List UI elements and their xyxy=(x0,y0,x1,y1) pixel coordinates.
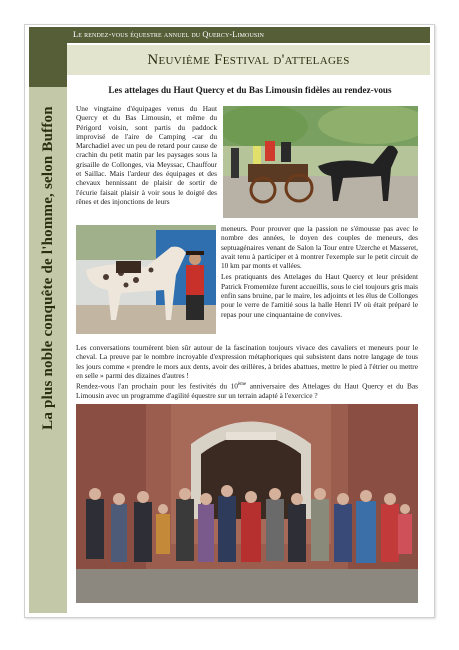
article-wide-text xyxy=(76,343,418,400)
carriage-photo xyxy=(223,106,418,218)
col2-paragraph-1: meneurs. Pour prouver que la passion ne s'émousse pas avec le nombre des années, le doyen des couples de meneurs, des septuagénaires venant de Salon la Tour entre Uzerche et Masseret, avait tenu à participer et à montrer l'exemple sur le petit circuit de 10 km par monts et vallées. xyxy=(221,224,418,271)
col2-paragraph-2: Les pratiquants des Attelages du Haut Quercy et leur président Patrick Fromentèze furent accueillis, sous le ciel toujours gris mais enfin sans bruine, par le maire, les adjoints et les élus de Collonges pour le verre de l'amitié sous la halle Henri IV où était préparé le repas pour une cinquantaine de convives. xyxy=(221,272,419,319)
sidebar-vertical-title: La plus noble conquête de l'homme, selon Buffon xyxy=(40,106,56,430)
article-headline: Les attelages du Haut Quercy et du Bas Limousin fidèles au rendez-vous xyxy=(108,85,392,95)
top-band: Le rendez-vous équestre annuel du Quercy-Limousin xyxy=(67,27,430,43)
wide-paragraph-2: Rendez-vous l'an prochain pour les festivités du 10ème anniversaire des Attelages du Haut Quercy et du Bas Limousin avec un programme d'agilité équestre sur un terrain adapté à l'exercice ? xyxy=(76,381,418,400)
article-column-1 xyxy=(76,104,217,206)
article-column-2 xyxy=(221,224,418,319)
wide-paragraph-1: Les conversations tournèrent bien sûr autour de la fascination toujours vivace des cavaliers et meneurs pour le cheval. La preuve par le nombre incroyable d'expression métaphoriques qui subsistent dans notre langage de tous les jours comme « prendre le mors aux dents, avoir des œillères, à brides abattues, mettre le pied à l'étrier ou mettre en selle » parmi des dizaines d'autres ! xyxy=(76,343,418,380)
page-title: Neuvième Festival d'attelages xyxy=(67,45,430,75)
col1-text: Une vingtaine d'équipages venus du Haut Quercy et du Bas Limousin, et même du Périgord voisin, sont partis du paddock improvisé de l'aire de Camping -car du Marchadiel avec un peu de retard pour cause de crachin du petit matin par les paysages sous la grisaille de Collonges, via Meyssac, Chauffour et Saillac. Mais l'ardeur des équipages et des chevaux hennissant de plaisir de sortir de l'écurie faisait plaisir à voir sous le doigté des rênes et des injonctions de leurs xyxy=(76,104,217,206)
appaloosa-horse-photo xyxy=(76,225,216,334)
group-photo xyxy=(76,404,418,603)
